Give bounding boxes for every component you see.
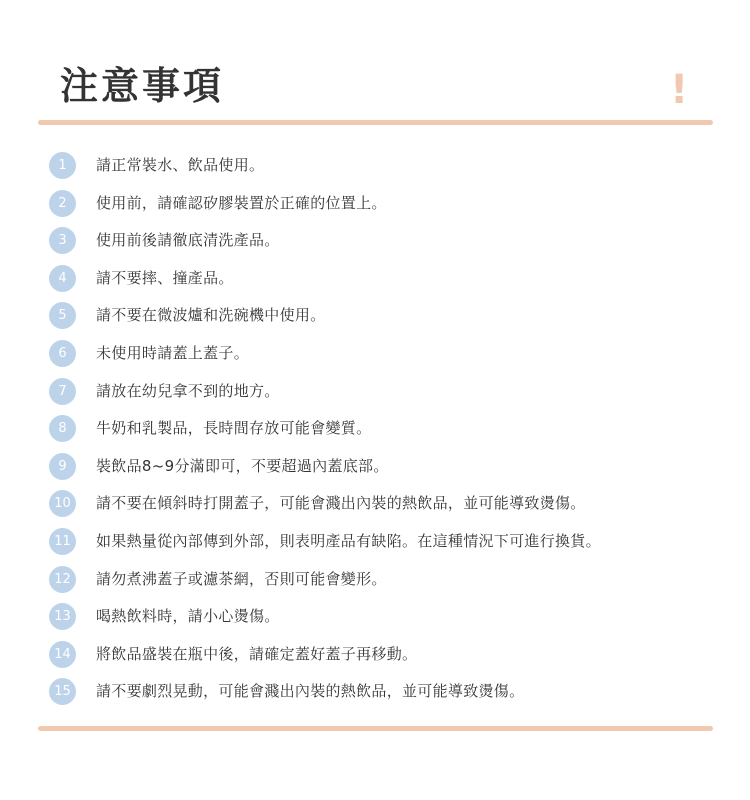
item-number-badge: 12 <box>49 566 76 593</box>
item-number-badge: 6 <box>49 340 76 367</box>
top-divider <box>38 120 713 125</box>
item-text: 請不要摔、撞產品。 <box>96 268 234 287</box>
item-text: 請不要劇烈晃動，可能會濺出內裝的熱飲品，並可能導致燙傷。 <box>96 682 525 701</box>
item-number-badge: 10 <box>49 490 76 517</box>
list-item <box>49 340 601 367</box>
list-item <box>49 603 601 630</box>
item-number-badge: 2 <box>49 190 76 217</box>
item-number-badge: 9 <box>49 453 76 480</box>
item-number-badge: 14 <box>49 641 76 668</box>
list-item <box>49 641 601 668</box>
item-number-badge: 7 <box>49 378 76 405</box>
list-item <box>49 152 601 179</box>
item-text: 使用前後請徹底清洗產品。 <box>96 231 280 250</box>
item-text: 請不要在微波爐和洗碗機中使用。 <box>96 306 326 325</box>
item-text: 請放在幼兒拿不到的地方。 <box>96 381 280 400</box>
item-text: 喝熱飲料時，請小心燙傷。 <box>96 607 280 626</box>
item-text: 請不要在傾斜時打開蓋子，可能會濺出內裝的熱飲品，並可能導致燙傷。 <box>96 494 586 513</box>
item-number-badge: 8 <box>49 415 76 442</box>
exclamation-icon: ! <box>670 67 689 113</box>
list-item <box>49 378 601 405</box>
item-text: 請正常裝水、飲品使用。 <box>96 156 265 174</box>
item-text: 將飲品盛裝在瓶中後，請確定蓋好蓋子再移動。 <box>96 644 418 663</box>
item-text: 未使用時請蓋上蓋子。 <box>96 343 250 362</box>
item-number-badge: 3 <box>49 227 76 254</box>
item-number-badge: 13 <box>49 603 76 630</box>
page-title: 注意事項 <box>60 64 225 108</box>
item-text: 牛奶和乳製品，長時間存放可能會變質。 <box>96 419 372 438</box>
item-number-badge: 1 <box>49 152 76 179</box>
item-text: 請勿煮沸蓋子或濾茶網，否則可能會變形。 <box>96 569 387 588</box>
list-item <box>49 302 601 329</box>
item-number-badge: 5 <box>49 302 76 329</box>
item-number-badge: 4 <box>49 265 76 292</box>
bottom-divider <box>38 726 713 731</box>
list-item <box>49 678 601 705</box>
list-item <box>49 453 601 480</box>
list-item <box>49 265 601 292</box>
item-number-badge: 11 <box>49 528 76 555</box>
item-text: 如果熱量從內部傳到外部，則表明產品有缺陷。在這種情況下可進行換貨。 <box>96 531 601 550</box>
item-text: 裝飲品8~9分滿即可，不要超過內蓋底部。 <box>96 456 389 475</box>
item-number-badge: 15 <box>49 678 76 705</box>
list-item <box>49 528 601 555</box>
list-item <box>49 227 601 254</box>
list-item <box>49 415 601 442</box>
list-item <box>49 190 601 217</box>
list-item <box>49 566 601 593</box>
list-item <box>49 490 601 517</box>
notice-list <box>49 152 601 716</box>
item-text: 使用前，請確認矽膠裝置於正確的位置上。 <box>96 193 387 212</box>
